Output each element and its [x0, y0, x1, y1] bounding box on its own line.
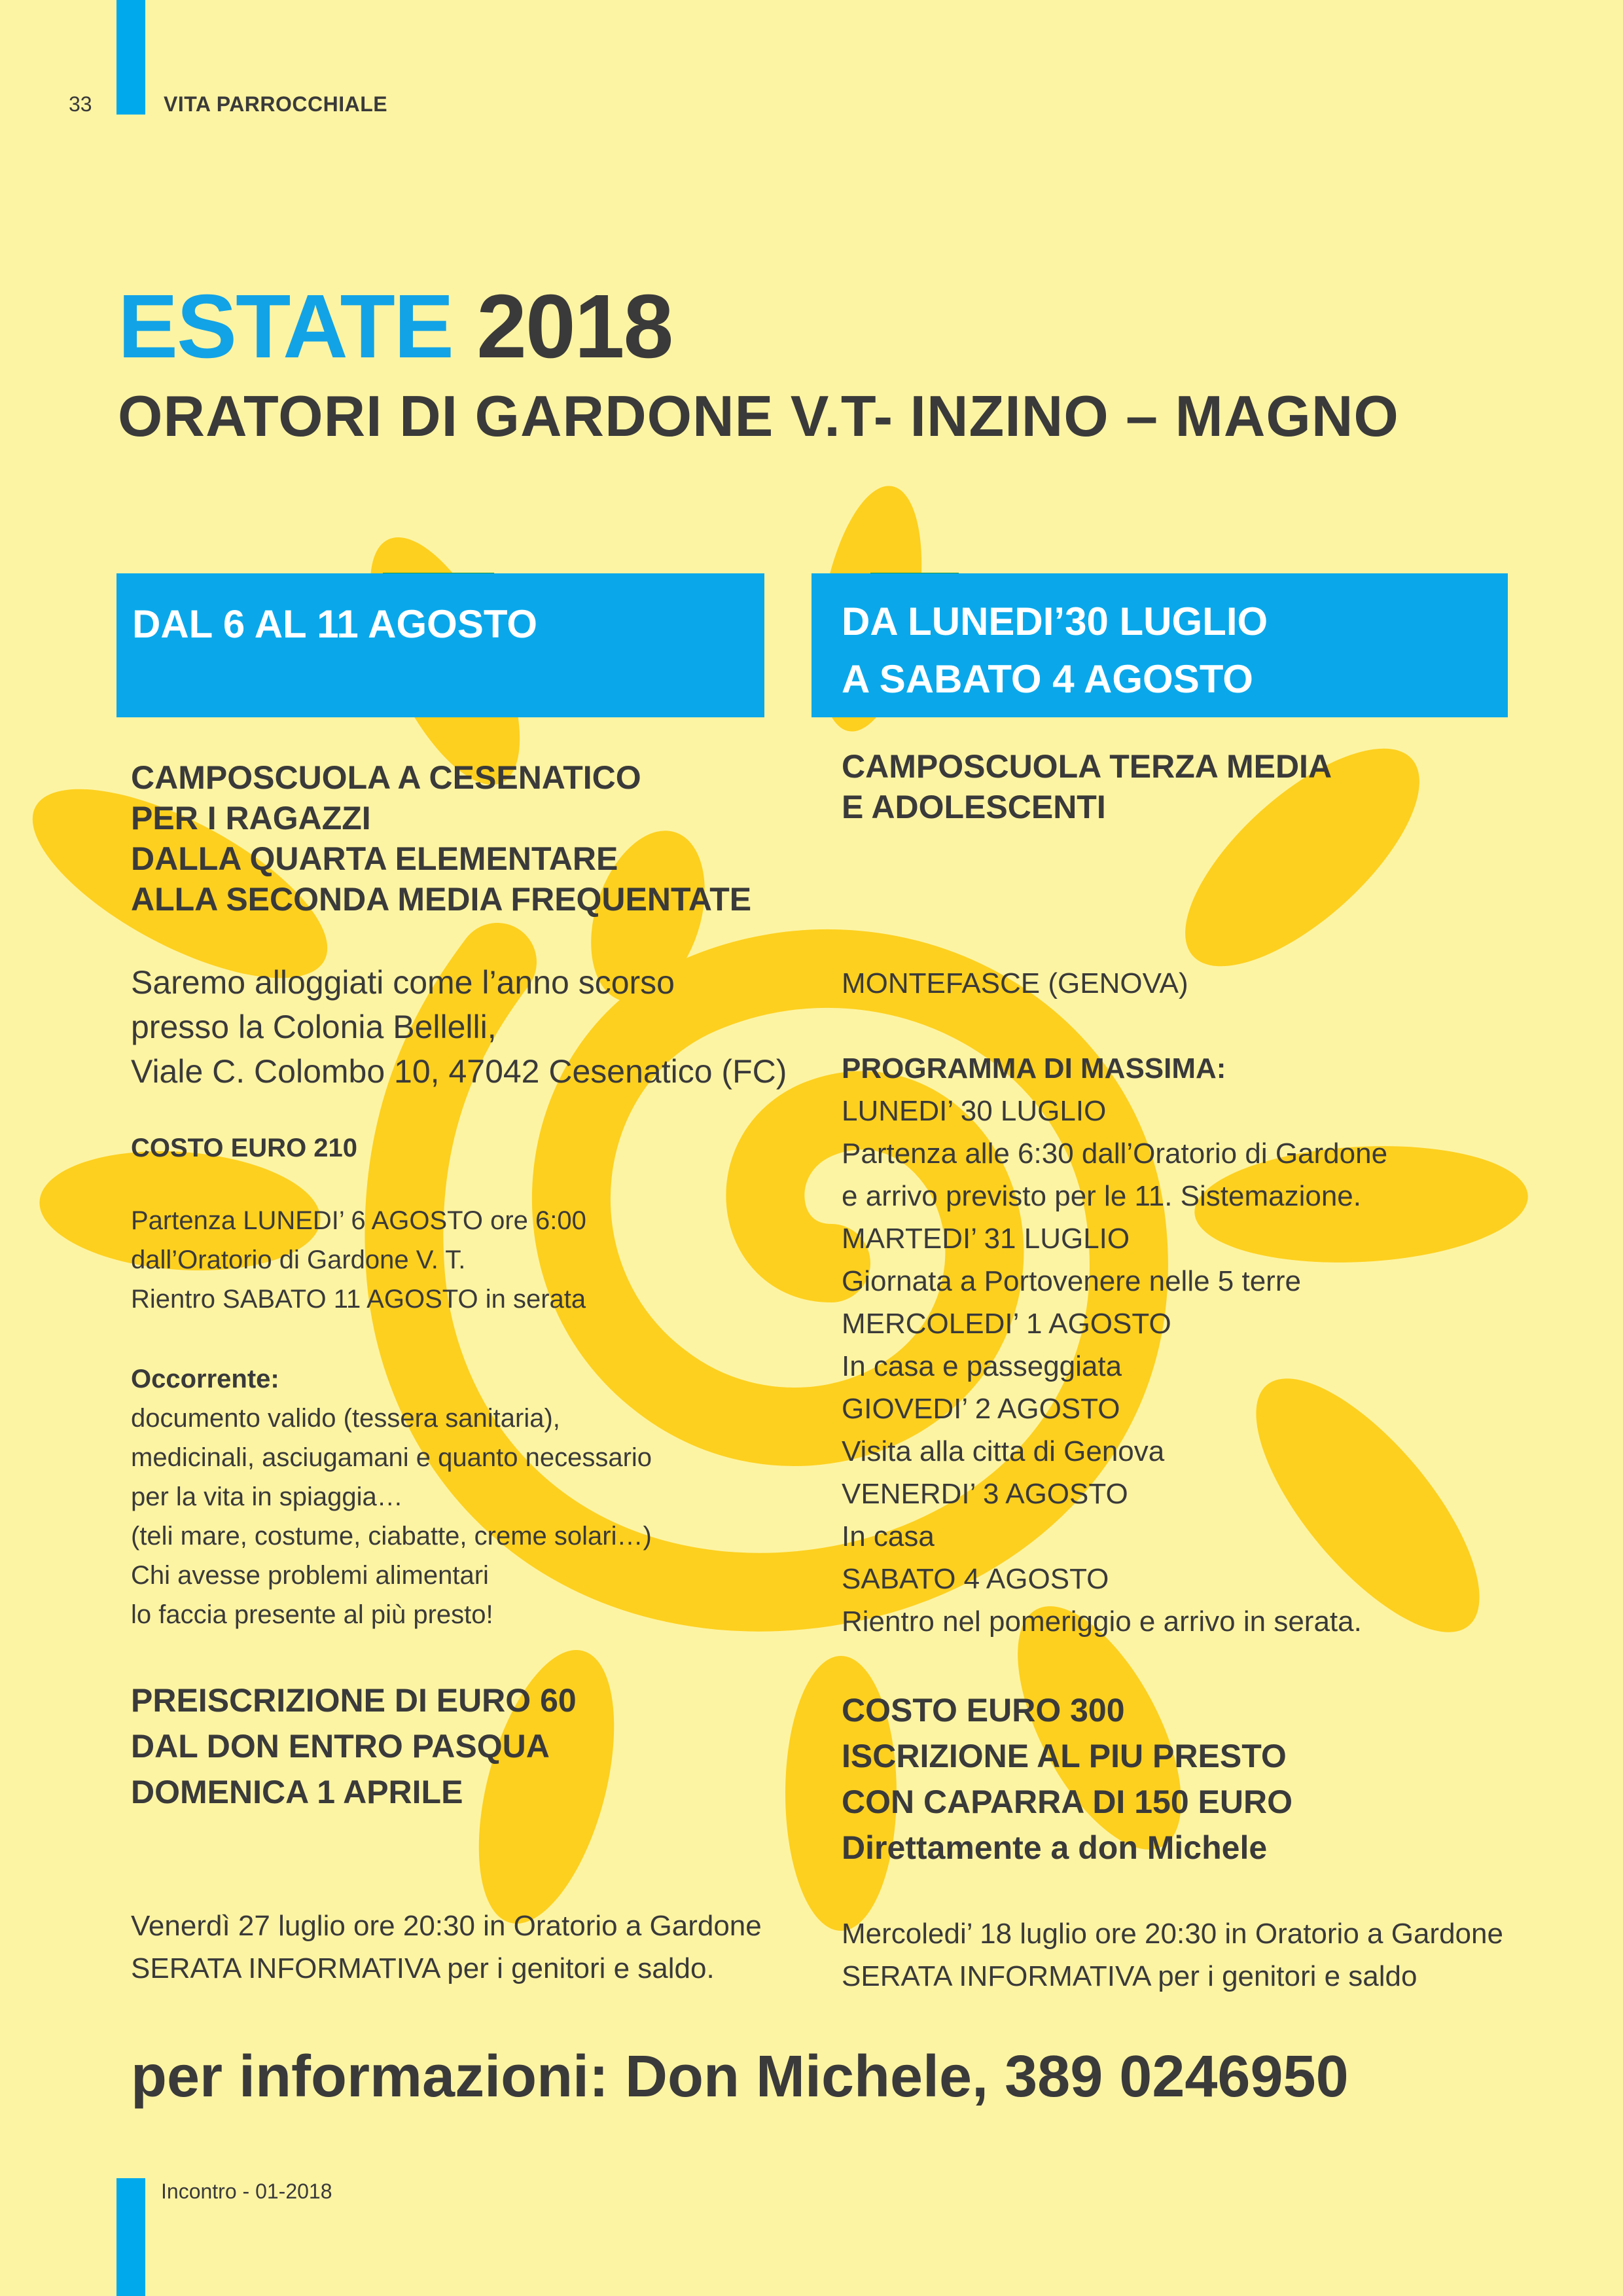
program-line: VENERDI’ 3 AGOSTO	[842, 1478, 1128, 1510]
text-line: documento valido (tessera sanitaria),	[131, 1404, 560, 1433]
program-list	[842, 1090, 1387, 1643]
heading-line: DAL DON ENTRO PASQUA	[131, 1728, 550, 1765]
text-line: Mercoledi’ 18 luglio ore 20:30 in Oratorio a Gardone	[842, 1918, 1503, 1950]
text-line: Venerdì 27 luglio ore 20:30 in Oratorio a Gardone	[131, 1910, 762, 1942]
magazine-issue: Incontro - 01-2018	[161, 2179, 332, 2203]
heading-line: CON CAPARRA DI 150 EURO	[842, 1784, 1293, 1820]
bottom-accent-stripe	[116, 2178, 145, 2296]
heading-line: ISCRIZIONE AL PIU PRESTO	[842, 1738, 1287, 1774]
lodging-text	[131, 960, 787, 1094]
band-line: DA LUNEDI’30 LUGLIO	[842, 600, 1268, 643]
heading-line: PER I RAGAZZI	[131, 800, 371, 836]
heading-line: CAMPOSCUOLA TERZA MEDIA	[842, 748, 1332, 785]
text-line: SERATA INFORMATIVA per i genitori e saldo.	[131, 1952, 715, 1984]
text-line: lo faccia presente al più presto!	[131, 1600, 493, 1629]
right-date-band	[812, 573, 1508, 717]
title-accent: ESTATE	[118, 276, 453, 377]
right-heading	[842, 746, 1332, 827]
heading-line: PREISCRIZIONE DI EURO 60	[131, 1682, 577, 1719]
departure-text	[131, 1201, 586, 1319]
text-line: SERATA INFORMATIVA per i genitori e saldo	[842, 1960, 1418, 1992]
left-evening	[131, 1905, 762, 1990]
heading-line: Direttamente a don Michele	[842, 1829, 1268, 1866]
heading-line: CAMPOSCUOLA A CESENATICO	[131, 759, 641, 796]
left-cost: COSTO EURO 210	[131, 1134, 358, 1162]
right-evening	[842, 1912, 1503, 1998]
text-line: Rientro SABATO 11 AGOSTO in serata	[131, 1285, 586, 1314]
text-line: dall’Oratorio di Gardone V. T.	[131, 1246, 466, 1274]
left-band-label: DAL 6 AL 11 AGOSTO	[132, 602, 538, 646]
page-title	[118, 276, 673, 377]
right-band-label	[842, 593, 1268, 708]
heading-line: DALLA QUARTA ELEMENTARE	[131, 840, 618, 877]
place: MONTEFASCE (GENOVA)	[842, 967, 1188, 999]
page-number: 33	[69, 92, 92, 116]
band-line: A SABATO 4 AGOSTO	[842, 657, 1253, 701]
program-line: Giornata a Portovenere nelle 5 terre	[842, 1265, 1301, 1297]
contact-info: per informazioni: Don Michele, 389 0246950	[131, 2044, 1349, 2109]
heading-line: E ADOLESCENTI	[842, 789, 1106, 825]
program-label: PROGRAMMA DI MASSIMA:	[842, 1052, 1226, 1085]
text-line: Viale C. Colombo 10, 47042 Cesenatico (FC)	[131, 1053, 787, 1090]
program-line: In casa e passeggiata	[842, 1350, 1122, 1382]
text-line: per la vita in spiaggia…	[131, 1482, 403, 1511]
top-accent-stripe	[116, 0, 145, 115]
left-heading	[131, 757, 751, 920]
needed-list	[131, 1399, 652, 1634]
needed-label: Occorrente:	[131, 1365, 279, 1393]
program-line: e arrivo previsto per le 11. Sistemazione.	[842, 1180, 1361, 1212]
program-line: Rientro nel pomeriggio e arrivo in serata.	[842, 1605, 1362, 1638]
text-line: presso la Colonia Bellelli,	[131, 1009, 497, 1045]
left-date-band	[116, 573, 764, 717]
section-label: VITA PARROCCHIALE	[164, 92, 388, 116]
text-line: Saremo alloggiati come l’anno scorso	[131, 964, 675, 1001]
program-line: GIOVEDI’ 2 AGOSTO	[842, 1393, 1120, 1425]
program-line: MARTEDI’ 31 LUGLIO	[842, 1223, 1130, 1255]
heading-line: COSTO EURO 300	[842, 1692, 1125, 1729]
program-line: Partenza alle 6:30 dall’Oratorio di Gardone	[842, 1138, 1388, 1170]
preregistration	[131, 1677, 577, 1815]
program-line: MERCOLEDI’ 1 AGOSTO	[842, 1308, 1171, 1340]
title-year: 2018	[476, 276, 673, 377]
heading-line: DOMENICA 1 APRILE	[131, 1774, 463, 1810]
program-line: Visita alla citta di Genova	[842, 1435, 1165, 1467]
text-line: medicinali, asciugamani e quanto necessario	[131, 1443, 652, 1472]
text-line: Chi avesse problemi alimentari	[131, 1561, 489, 1590]
text-line: (teli mare, costume, ciabatte, creme solari…)	[131, 1522, 652, 1551]
text-line: Partenza LUNEDI’ 6 AGOSTO ore 6:00	[131, 1206, 586, 1235]
page-subtitle: ORATORI DI GARDONE V.T- INZINO – MAGNO	[118, 384, 1399, 448]
program-line: LUNEDI’ 30 LUGLIO	[842, 1095, 1107, 1127]
right-cost	[842, 1687, 1293, 1871]
program-line: SABATO 4 AGOSTO	[842, 1563, 1109, 1595]
heading-line: ALLA SECONDA MEDIA FREQUENTATE	[131, 881, 752, 918]
program-line: In casa	[842, 1520, 935, 1552]
